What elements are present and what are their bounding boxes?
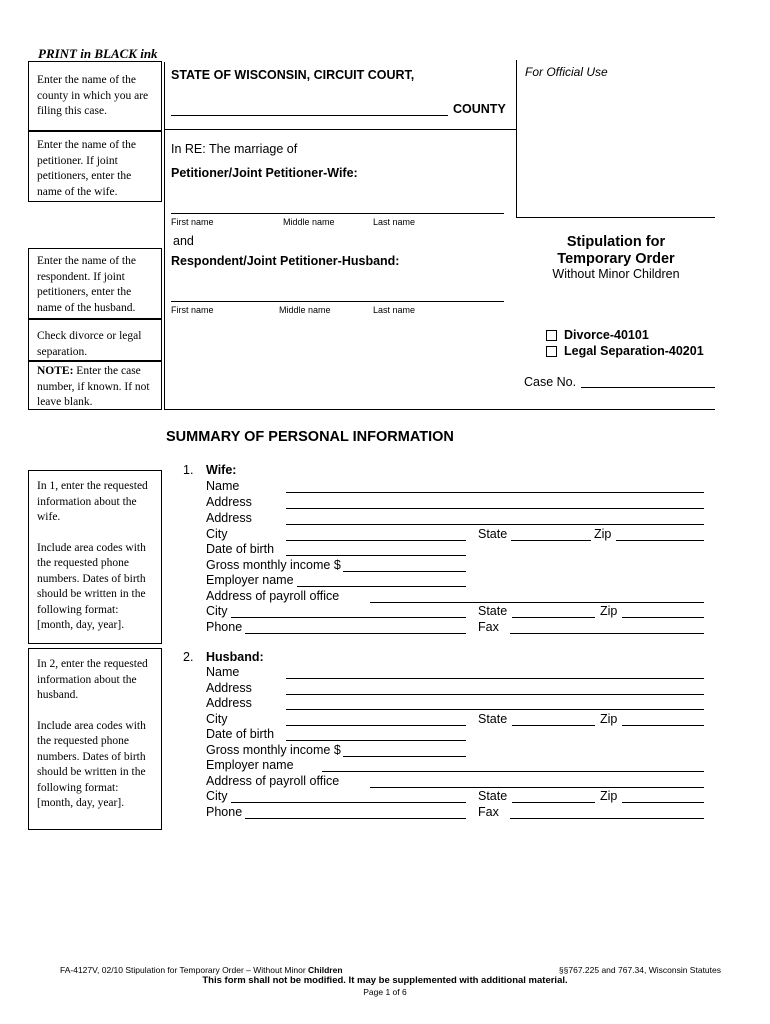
respondent-instruction-text: Enter the name of the respondent. If joint petitioners, enter the name of the husband. xyxy=(37,255,136,314)
wife-payroll-city-label: City xyxy=(206,604,228,618)
husband-state-input[interactable] xyxy=(512,725,595,726)
respondent-first-name-caption: First name xyxy=(171,305,214,315)
husband-instruction-text-2: Include area codes with the requested phone numbers. Dates of birth should be written in the following format: [month, day, year]. xyxy=(37,719,146,809)
note-instruction-text: Enter the case number, if known. If not leave blank. xyxy=(37,365,150,408)
husband-fax-input[interactable] xyxy=(510,818,704,819)
husband-fax-label: Fax xyxy=(478,805,499,819)
wife-zip-input[interactable] xyxy=(616,540,704,541)
husband-employer-input[interactable] xyxy=(322,771,704,772)
wife-heading: Wife: xyxy=(206,463,237,477)
divorce-checkbox[interactable] xyxy=(546,330,557,341)
husband-phone-input[interactable] xyxy=(245,818,466,819)
county-input[interactable] xyxy=(171,115,448,116)
husband-address-input-1[interactable] xyxy=(286,694,704,695)
footer-notice: This form shall not be modified. It may be supplemented with additional material. xyxy=(202,975,568,986)
husband-income-label: Gross monthly income $ xyxy=(206,743,341,757)
petitioner-last-name-caption: Last name xyxy=(373,217,416,227)
county-label: COUNTY xyxy=(453,102,506,116)
wife-address-input-1[interactable] xyxy=(286,508,704,509)
respondent-middle-name-caption: Middle name xyxy=(279,305,331,315)
wife-payroll-state-label: State xyxy=(478,604,508,618)
respondent-name-input[interactable] xyxy=(171,301,504,302)
wife-employer-input[interactable] xyxy=(297,586,466,587)
husband-number: 2. xyxy=(183,650,194,664)
husband-employer-label: Employer name xyxy=(206,758,294,772)
and-label: and xyxy=(173,234,194,248)
husband-address-label-2: Address xyxy=(206,696,252,710)
wife-state-label: State xyxy=(478,527,508,541)
husband-zip-input[interactable] xyxy=(622,725,704,726)
husband-city-input[interactable] xyxy=(286,725,466,726)
wife-number: 1. xyxy=(183,463,194,477)
official-use-label: For Official Use xyxy=(525,65,608,79)
divorce-label: Divorce-40101 xyxy=(564,328,649,342)
header-bottom xyxy=(164,409,715,410)
wife-city-label: City xyxy=(206,527,228,541)
husband-payroll-city-input[interactable] xyxy=(231,802,466,803)
husband-city-label: City xyxy=(206,712,228,726)
wife-employer-label: Employer name xyxy=(206,573,294,587)
case-no-label: Case No. xyxy=(524,375,577,389)
husband-address-input-2[interactable] xyxy=(286,709,704,710)
wife-fax-label: Fax xyxy=(478,620,499,634)
wife-payroll-zip-input[interactable] xyxy=(622,617,704,618)
court-divider xyxy=(164,129,516,130)
wife-payroll-label: Address of payroll office xyxy=(206,589,340,603)
form-title xyxy=(516,234,716,268)
husband-name-label: Name xyxy=(206,665,240,679)
footer-form-id-text: FA-4127V, 02/10 Stipulation for Temporary Order – Without Minor xyxy=(60,965,309,975)
husband-name-input[interactable] xyxy=(286,678,704,679)
wife-dob-input[interactable] xyxy=(286,555,466,556)
wife-payroll-zip-label: Zip xyxy=(600,604,618,618)
in-re-label: In RE: The marriage of xyxy=(171,142,298,156)
husband-zip-label: Zip xyxy=(600,712,618,726)
form-title-line2: Temporary Order xyxy=(557,251,675,267)
note-label: NOTE: xyxy=(37,365,74,377)
check-instruction-box xyxy=(28,319,162,361)
footer-form-id xyxy=(60,965,343,975)
page-number: Page 1 of 6 xyxy=(363,987,407,997)
respondent-last-name-caption: Last name xyxy=(373,305,416,315)
wife-address-input-2[interactable] xyxy=(286,524,704,525)
form-title-line1: Stipulation for xyxy=(566,234,666,250)
wife-dob-label: Date of birth xyxy=(206,542,275,556)
husband-address-label-1: Address xyxy=(206,681,252,695)
husband-phone-label: Phone xyxy=(206,805,243,819)
print-instruction: PRINT in BLACK ink xyxy=(38,46,158,61)
footer-statutes: §§767.225 and 767.34, Wisconsin Statutes xyxy=(558,965,721,975)
husband-instruction-text-1: In 2, enter the requested information about the husband. xyxy=(37,658,148,701)
husband-payroll-city-label: City xyxy=(206,789,228,803)
official-use-bottom xyxy=(516,217,715,218)
wife-instruction-text-1: In 1, enter the requested information about the wife. xyxy=(37,480,148,523)
petitioner-middle-name-caption: Middle name xyxy=(283,217,335,227)
wife-payroll-state-input[interactable] xyxy=(512,617,595,618)
respondent-instruction-box xyxy=(28,248,162,319)
legal-separation-checkbox[interactable] xyxy=(546,346,557,357)
husband-payroll-state-input[interactable] xyxy=(512,802,595,803)
wife-address-label-1: Address xyxy=(206,495,252,509)
husband-payroll-zip-label: Zip xyxy=(600,789,618,803)
wife-fax-input[interactable] xyxy=(510,633,704,634)
case-no-input[interactable] xyxy=(581,387,715,388)
wife-name-input[interactable] xyxy=(286,492,704,493)
wife-state-input[interactable] xyxy=(511,540,591,541)
check-instruction-text: Check divorce or legal separation. xyxy=(37,330,142,358)
husband-payroll-input[interactable] xyxy=(370,787,704,788)
summary-heading: SUMMARY OF PERSONAL INFORMATION xyxy=(166,429,454,445)
court-title: STATE OF WISCONSIN, CIRCUIT COURT, xyxy=(171,68,415,82)
petitioner-first-name-caption: First name xyxy=(171,217,214,227)
wife-name-label: Name xyxy=(206,479,240,493)
wife-income-label: Gross monthly income $ xyxy=(206,558,341,572)
petitioner-label: Petitioner/Joint Petitioner-Wife: xyxy=(171,166,358,180)
petitioner-name-input[interactable] xyxy=(171,213,504,214)
husband-payroll-label: Address of payroll office xyxy=(206,774,340,788)
petitioner-instruction-text: Enter the name of the petitioner. If joint petitioners, enter the name of the wife. xyxy=(37,139,136,198)
husband-payroll-state-label: State xyxy=(478,789,508,803)
header-left-border xyxy=(164,62,165,410)
county-instruction-text: Enter the name of the county in which you are filing this case. xyxy=(37,74,149,117)
wife-phone-input[interactable] xyxy=(245,633,466,634)
wife-income-input[interactable] xyxy=(343,571,466,572)
wife-payroll-city-input[interactable] xyxy=(231,617,466,618)
husband-dob-label: Date of birth xyxy=(206,727,275,741)
husband-income-input[interactable] xyxy=(343,756,466,757)
footer-form-id-bold: Children xyxy=(308,965,343,975)
wife-payroll-input[interactable] xyxy=(370,602,704,603)
husband-payroll-zip-input[interactable] xyxy=(622,802,704,803)
husband-state-label: State xyxy=(478,712,508,726)
wife-instruction-box xyxy=(28,470,162,644)
husband-dob-input[interactable] xyxy=(286,740,466,741)
wife-zip-label: Zip xyxy=(594,527,612,541)
legal-separation-label: Legal Separation-40201 xyxy=(564,344,704,358)
county-instruction-box xyxy=(28,61,162,131)
petitioner-instruction-box xyxy=(28,131,162,202)
wife-phone-label: Phone xyxy=(206,620,243,634)
wife-instruction-text-2: Include area codes with the requested phone numbers. Dates of birth should be written in the following format: [month, day, year]. xyxy=(37,541,146,631)
official-use-border xyxy=(516,60,517,218)
wife-address-label-2: Address xyxy=(206,511,252,525)
husband-heading: Husband: xyxy=(206,650,264,664)
form-subtitle: Without Minor Children xyxy=(552,267,680,281)
note-instruction-box xyxy=(28,361,162,410)
wife-city-input[interactable] xyxy=(286,540,466,541)
husband-instruction-box xyxy=(28,648,162,830)
respondent-label: Respondent/Joint Petitioner-Husband: xyxy=(171,254,400,268)
